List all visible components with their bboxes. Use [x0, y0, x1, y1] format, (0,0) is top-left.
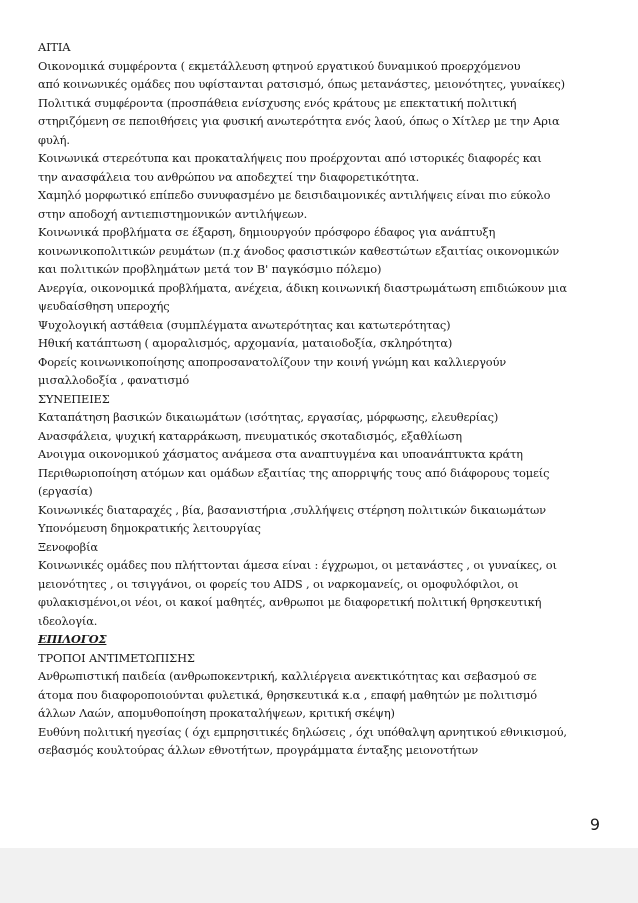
text-line: Κοινωνικές διαταραχές , βία, βασανιστήρια ,συλλήψεις στέρηση πολιτικών δικαιωμάτων	[38, 502, 546, 517]
page-number: 9	[589, 815, 600, 834]
section-heading-ways-to-address: ΤΡΟΠΟΙ ΑΝΤΙΜΕΤΩΠΙΣΗΣ	[38, 650, 195, 665]
text-line: φυλή.	[38, 132, 70, 147]
text-line: από κοινωνικές ομάδες που υφίστανται ρατσισμό, όπως μετανάστες, μειονότητες, γυναίκες)	[38, 77, 565, 91]
document-body	[38, 38, 594, 760]
section-heading-consequences: ΣΥΝΕΠΕΙΕΣ	[38, 391, 110, 406]
text-line: Χαμηλό μορφωτικό επίπεδο συνυφασμένο με δεισιδαιμονικές αντιλήψεις είναι πιο εύκολο	[38, 188, 551, 202]
text-line: Κοινωνικά στερεότυπα και προκαταλήψεις που προέρχονται από ιστορικές διαφορές και	[38, 151, 542, 165]
text-line: ΑΙΤΙΑ	[38, 40, 71, 54]
text-line: στηριζόμενη σε πεποιθήσεις για φυσική ανωτερότητα ενός λαού, όπως ο Χίτλερ με την Αρια	[38, 114, 560, 128]
text-line: φυλακισμένοι,οι νέοι, οι κακοί μαθητές, ανθρωποι με διαφορετική πολιτική θρησκευτική	[38, 595, 542, 609]
text-line: μισαλλοδοξία , φανατισμό	[38, 373, 190, 387]
section-heading-epilogue: ΕΠΙΛΟΓΟΣ	[38, 632, 107, 646]
text-line: Ευθύνη πολιτική ηγεσίας ( όχι εμπρησιτικές δηλώσεις , όχι υπόθαλψη αρνητικού εθνικισμού,	[38, 724, 567, 739]
text-line: (εργασία)	[38, 484, 93, 498]
text-line: Ανοιγμα οικονομικού χάσματος ανάμεσα στα αναπτυγμένα και υποανάπτυκτα κράτη	[38, 447, 523, 461]
text-line: Ψυχολογική αστάθεια (συμπλέγματα ανωτερότητας και κατωτερότητας)	[38, 317, 451, 332]
text-line: ιδεολογία.	[38, 613, 98, 628]
text-line: Ηθική κατάπτωση ( αμοραλισμός, αρχομανία, ματαιοδοξία, σκληρότητα)	[38, 336, 453, 350]
text-line: Φορείς κοινωνικοποίησης αποπροσανατολίζουν την κοινή γνώμη και καλλιεργούν	[38, 354, 507, 369]
text-line: στην αποδοχή αντιεπιστημονικών αντιλήψεων.	[38, 206, 308, 221]
text-line: Περιθωριοποίηση ατόμων και ομάδων εξαιτίας της απορριψής τους από διάφορους τομείς	[38, 465, 550, 480]
text-line: σεβασμός κουλτούρας άλλων εθνοτήτων, προγράμματα ένταξης μειονοτήτων	[38, 743, 479, 757]
text-line: Υπονόμευση δημοκρατικής λειτουργίας	[38, 521, 261, 535]
text-line: Ανθρωπιστική παιδεία (ανθρωποκεντρική, καλλιέργεια ανεκτικότητας και σεβασμού σε	[38, 669, 537, 683]
text-line: και πολιτικών προβλημάτων μετά τον Β' παγκόσμιο πόλεμο)	[38, 262, 382, 276]
text-line: Οικονομικά συμφέροντα ( εκμετάλλευση φτηνού εργατικού δυναμικού προερχόμενου	[38, 58, 521, 73]
text-line: Κοινωνικά προβλήματα σε έξαρση, δημιουργούν πρόσφορο έδαφος για ανάπτυξη	[38, 225, 496, 239]
text-line: άλλων Λαών, απομυθοποίηση προκαταλήψεων, κριτική σκέψη)	[38, 706, 395, 720]
text-line: Ανεργία, οικονομικά προβλήματα, ανέχεια, άδικη κοινωνική διαστρωμάτωση επιδιώκουν μια	[38, 280, 567, 295]
text-line: Κοινωνικές ομάδες που πλήττονται άμεσα είναι : έγχρωμοι, οι μετανάστες , οι γυναίκες, οι	[38, 558, 557, 572]
text-line: Πολιτικά συμφέροντα (προσπάθεια ενίσχυσης ενός κράτους με επεκτατική πολιτική	[38, 95, 517, 110]
text-line: Καταπάτηση βασικών δικαιωμάτων (ισότητας, εργασίας, μόρφωσης, ελευθερίας)	[38, 410, 499, 424]
text-line: ψευδαίσθηση υπεροχής	[38, 299, 170, 313]
text-line: κοινωνικοπολιτικών ρευμάτων (π.χ άνοδος φασιστικών καθεστώτων εξαιτίας οικονομικών	[38, 243, 560, 258]
text-line: Ξενοφοβία	[38, 539, 98, 554]
text-line: την ανασφάλεια του ανθρώπου να αποδεχτεί την διαφορετικότητα.	[38, 169, 420, 184]
text-line: Ανασφάλεια, ψυχική καταρράκωση, πνευματικός σκοταδισμός, εξαθλίωση	[38, 428, 462, 443]
text-line: άτομα που διαφοροποιούνται φυλετικά, θρησκευτικά κ.α , επαφή μαθητών με πολιτισμό	[38, 687, 537, 702]
text-line: μειονότητες , οι τσιγγάνοι, οι φορείς του AIDS , οι ναρκομανείς, οι ομοφυλόφιλοι, οι	[38, 576, 519, 591]
